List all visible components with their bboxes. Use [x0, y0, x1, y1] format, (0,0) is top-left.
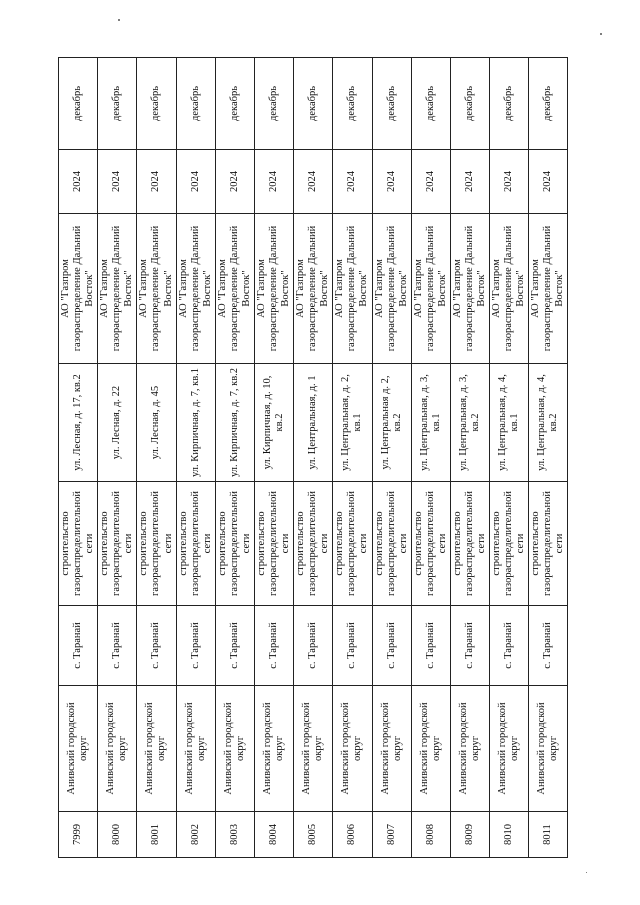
year-cell: 2024	[450, 150, 489, 214]
year-cell: 2024	[215, 150, 254, 214]
row-number: 8005	[294, 812, 333, 858]
address-cell: ул. Центральная, д. 2, кв.1	[333, 364, 372, 482]
table-row	[254, 58, 293, 858]
row-number: 8010	[490, 812, 529, 858]
scan-speck	[118, 19, 120, 21]
address-cell: ул. Кирпичная, д. 7, кв.1	[176, 364, 215, 482]
month-cell: декабрь	[254, 58, 293, 150]
settlement-cell: с. Таранай	[529, 606, 568, 686]
settlement-cell: с. Таранай	[98, 606, 137, 686]
organization-cell: АО "Газпром газораспределение Дальний Восток"	[137, 214, 176, 364]
address-cell: ул. Кирпичная, д. 7, кв.2	[215, 364, 254, 482]
district-cell: Анивский городской округ	[254, 686, 293, 812]
organization-cell: АО "Газпром газораспределение Дальний Восток"	[98, 214, 137, 364]
year-cell: 2024	[59, 150, 98, 214]
table-row	[137, 58, 176, 858]
table-row	[529, 58, 568, 858]
row-number: 8009	[450, 812, 489, 858]
district-cell: Анивский городской округ	[294, 686, 333, 812]
organization-cell: АО "Газпром газораспределение Дальний Восток"	[333, 214, 372, 364]
row-number: 8001	[137, 812, 176, 858]
settlement-cell: с. Таранай	[372, 606, 411, 686]
address-cell: ул. Лесная, д. 22	[98, 364, 137, 482]
row-number: 8004	[254, 812, 293, 858]
organization-cell: АО "Газпром газораспределение Дальний Восток"	[215, 214, 254, 364]
district-cell: Анивский городской округ	[490, 686, 529, 812]
row-number: 8008	[411, 812, 450, 858]
address-cell: ул. Кирпичная, д. 10, кв.2	[254, 364, 293, 482]
settlement-cell: с. Таранай	[294, 606, 333, 686]
settlement-cell: с. Таранай	[59, 606, 98, 686]
year-cell: 2024	[333, 150, 372, 214]
work-type-cell: строительство газораспределительной сети	[450, 482, 489, 606]
table-row	[450, 58, 489, 858]
district-cell: Анивский городской округ	[333, 686, 372, 812]
organization-cell: АО "Газпром газораспределение Дальний Восток"	[450, 214, 489, 364]
row-number: 8000	[98, 812, 137, 858]
work-type-cell: строительство газораспределительной сети	[215, 482, 254, 606]
district-cell: Анивский городской округ	[450, 686, 489, 812]
district-cell: Анивский городской округ	[176, 686, 215, 812]
organization-cell: АО "Газпром газораспределение Дальний Восток"	[254, 214, 293, 364]
settlement-cell: с. Таранай	[450, 606, 489, 686]
settlement-cell: с. Таранай	[411, 606, 450, 686]
table-row	[294, 58, 333, 858]
address-cell: ул. Центральная, д. 3, кв.1	[411, 364, 450, 482]
table-row	[490, 58, 529, 858]
year-cell: 2024	[411, 150, 450, 214]
table-row	[215, 58, 254, 858]
table-body	[59, 58, 568, 858]
settlement-cell: с. Таранай	[254, 606, 293, 686]
work-type-cell: строительство газораспределительной сети	[333, 482, 372, 606]
table-row	[333, 58, 372, 858]
district-cell: Анивский городской округ	[98, 686, 137, 812]
address-cell: ул. Центральная, д. 1	[294, 364, 333, 482]
address-cell: ул. Центральная, д. 3, кв.2	[450, 364, 489, 482]
work-type-cell: строительство газораспределительной сети	[411, 482, 450, 606]
scan-speck	[586, 872, 587, 873]
district-cell: Анивский городской округ	[372, 686, 411, 812]
settlement-cell: с. Таранай	[215, 606, 254, 686]
month-cell: декабрь	[137, 58, 176, 150]
district-cell: Анивский городской округ	[529, 686, 568, 812]
month-cell: декабрь	[450, 58, 489, 150]
work-type-cell: строительство газораспределительной сети	[137, 482, 176, 606]
organization-cell: АО "Газпром газораспределение Дальний Восток"	[411, 214, 450, 364]
settlement-cell: с. Таранай	[137, 606, 176, 686]
table-rotation-wrapper	[58, 58, 566, 858]
settlement-cell: с. Таранай	[176, 606, 215, 686]
organization-cell: АО "Газпром газораспределение Дальний Восток"	[529, 214, 568, 364]
row-number: 7999	[59, 812, 98, 858]
work-type-cell: строительство газораспределительной сети	[59, 482, 98, 606]
table-row	[98, 58, 137, 858]
month-cell: декабрь	[59, 58, 98, 150]
year-cell: 2024	[176, 150, 215, 214]
work-type-cell: строительство газораспределительной сети	[176, 482, 215, 606]
table-row	[59, 58, 98, 858]
year-cell: 2024	[529, 150, 568, 214]
table-row	[176, 58, 215, 858]
district-cell: Анивский городской округ	[59, 686, 98, 812]
work-type-cell: строительство газораспределительной сети	[490, 482, 529, 606]
month-cell: декабрь	[176, 58, 215, 150]
address-cell: ул. Лесная, д. 17, кв.2	[59, 364, 98, 482]
row-number: 8003	[215, 812, 254, 858]
table-row	[411, 58, 450, 858]
address-cell: ул. Центральная, д. 4, кв.2	[529, 364, 568, 482]
organization-cell: АО "Газпром газораспределение Дальний Восток"	[59, 214, 98, 364]
work-type-cell: строительство газораспределительной сети	[98, 482, 137, 606]
month-cell: декабрь	[490, 58, 529, 150]
district-cell: Анивский городской округ	[137, 686, 176, 812]
year-cell: 2024	[294, 150, 333, 214]
month-cell: декабрь	[215, 58, 254, 150]
district-cell: Анивский городской округ	[411, 686, 450, 812]
organization-cell: АО "Газпром газораспределение Дальний Восток"	[294, 214, 333, 364]
work-type-cell: строительство газораспределительной сети	[254, 482, 293, 606]
year-cell: 2024	[490, 150, 529, 214]
month-cell: декабрь	[411, 58, 450, 150]
row-number: 8007	[372, 812, 411, 858]
month-cell: декабрь	[98, 58, 137, 150]
year-cell: 2024	[137, 150, 176, 214]
organization-cell: АО "Газпром газораспределение Дальний Восток"	[372, 214, 411, 364]
work-type-cell: строительство газораспределительной сети	[529, 482, 568, 606]
year-cell: 2024	[254, 150, 293, 214]
address-cell: ул. Лесная, д. 45	[137, 364, 176, 482]
row-number: 8002	[176, 812, 215, 858]
work-type-cell: строительство газораспределительной сети	[372, 482, 411, 606]
scan-speck	[600, 33, 602, 35]
month-cell: декабрь	[372, 58, 411, 150]
row-number: 8011	[529, 812, 568, 858]
month-cell: декабрь	[294, 58, 333, 150]
month-cell: декабрь	[333, 58, 372, 150]
year-cell: 2024	[372, 150, 411, 214]
row-number: 8006	[333, 812, 372, 858]
table-row	[372, 58, 411, 858]
work-type-cell: строительство газораспределительной сети	[294, 482, 333, 606]
address-cell: ул. Центральная, д. 4, кв.1	[490, 364, 529, 482]
organization-cell: АО "Газпром газораспределение Дальний Восток"	[490, 214, 529, 364]
year-cell: 2024	[98, 150, 137, 214]
address-cell: ул. Центральная д. 2, кв.2	[372, 364, 411, 482]
district-cell: Анивский городской округ	[215, 686, 254, 812]
settlement-cell: с. Таранай	[333, 606, 372, 686]
gasification-table	[58, 57, 568, 858]
month-cell: декабрь	[529, 58, 568, 150]
organization-cell: АО "Газпром газораспределение Дальний Восток"	[176, 214, 215, 364]
settlement-cell: с. Таранай	[490, 606, 529, 686]
